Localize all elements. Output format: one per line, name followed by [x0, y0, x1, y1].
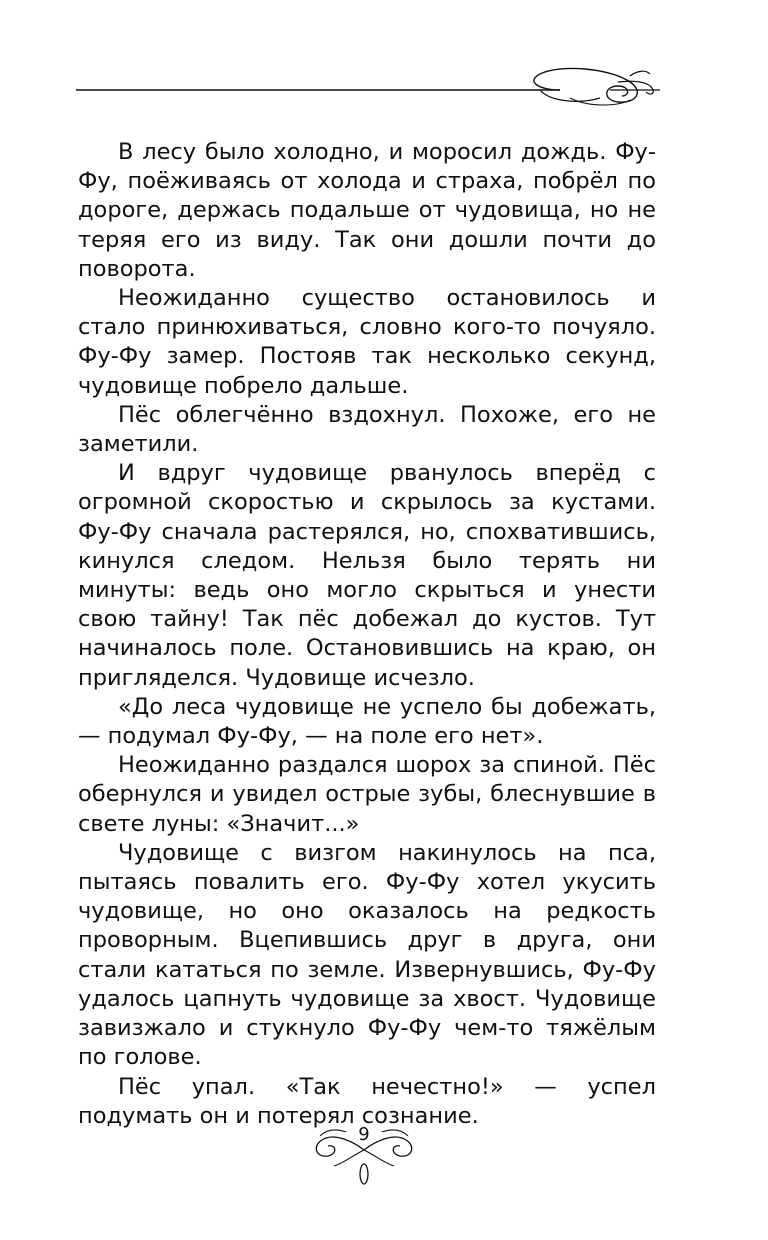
paragraph-8: Пёс упал. «Так нечестно!» — успел подумать он и потерял сознание.	[78, 1073, 656, 1129]
paragraph-7: Чудовище с визгом накинулось на пса, пытаясь повалить его. Фу-Фу хотел укусить чудовище, но оно оказалось на редкость проворным. Вцепившись друг в друга, они стали кататься по земле. Извернувшись, Фу-Фу удалось цапнуть чудовище за хвост. Чудовище завизжало и стукнуло Фу-Фу чем-то тяжёлым по голове.	[78, 839, 656, 1071]
page-number: 9	[358, 1124, 370, 1145]
paragraph-4: И вдруг чудовище рванулось вперёд с огромной скоростью и скрылось за кустами. Фу-Фу сначала растерялся, но, спохватившись, кинулся следом. Нельзя было терять ни минуты: ведь оно могло скрыться и унести свою тайну! Так пёс добежал до кустов. Тут начиналось поле. Остановившись на краю, он пригляделся. Чудовище исчезло.	[78, 460, 656, 691]
paragraph-3: Пёс облегчённо вздохнул. Похоже, его не заметили.	[78, 401, 656, 458]
paragraph-5: «До леса чудовище не успело бы добежать, — подумал Фу-Фу, — на поле его нет».	[78, 693, 656, 750]
paragraph-6: Неожиданно раздался шорох за спиной. Пёс обернулся и увидел острые зубы, блеснувшие в свете луны: «Значит...»	[78, 752, 656, 837]
paragraph-1: В лесу было холодно, и моросил дождь. Фу-Фу, поёживаясь от холода и страха, побрёл по дороге, держась подальше от чудовища, но не теряя его из виду. Так они дошли почти до поворота.	[78, 139, 656, 282]
body-text	[78, 138, 656, 1131]
paragraph-2: Неожиданно существо остановилось и стало принюхиваться, словно кого-то почуяло. Фу-Фу замер. Постояв так несколько секунд, чудовище побрело дальше.	[78, 285, 656, 399]
header-flourish-ornament	[70, 60, 670, 120]
